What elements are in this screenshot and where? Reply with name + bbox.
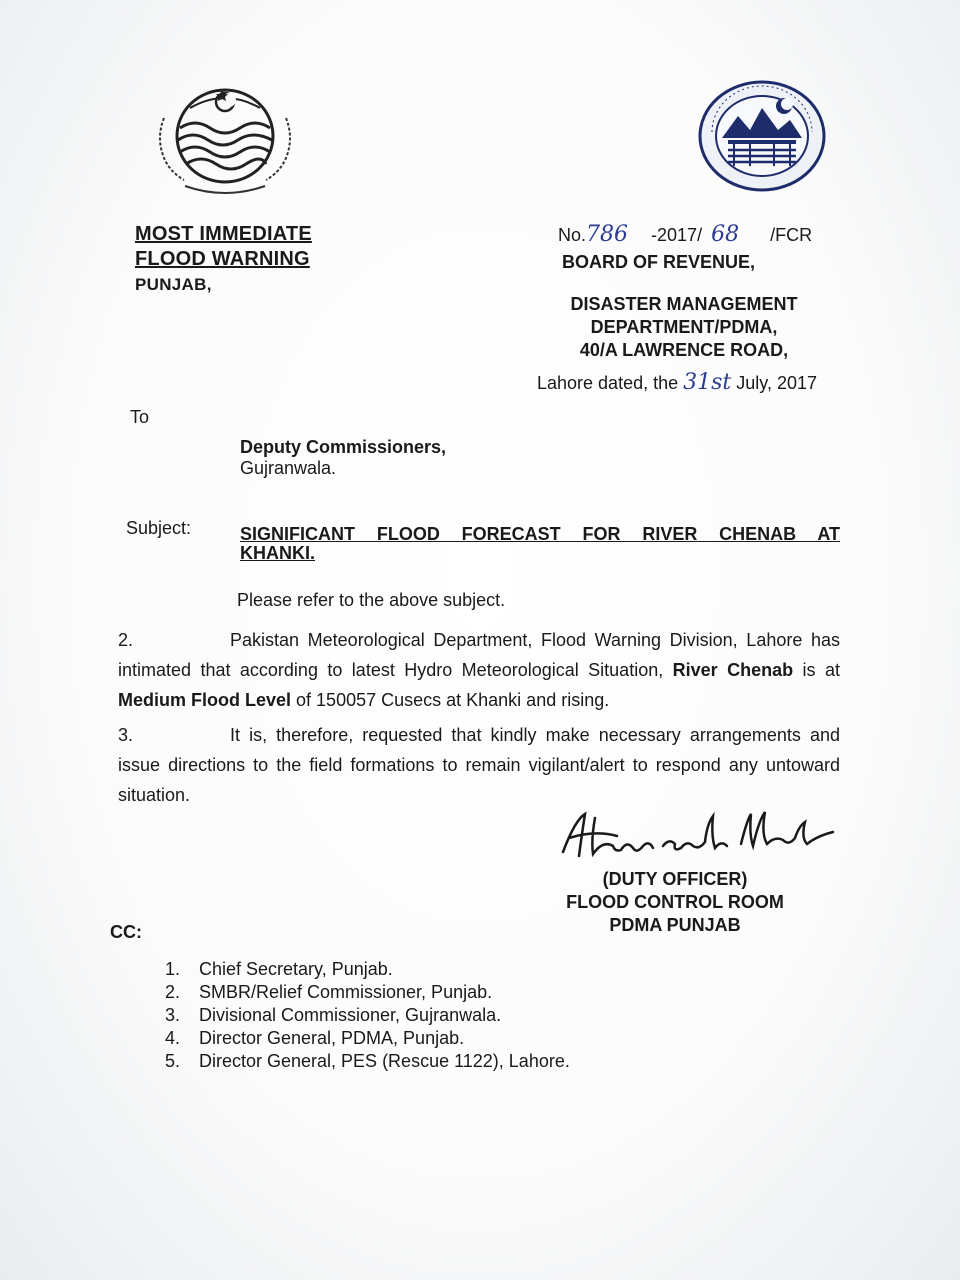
cc-item-number: 4.	[165, 1028, 181, 1048]
cc-item-text: SMBR/Relief Commissioner, Punjab.	[199, 982, 493, 1002]
cc-label: CC:	[110, 922, 142, 942]
reference-number	[558, 222, 812, 247]
paragraph-3-number: 3.	[118, 725, 134, 745]
dept-line-1: DISASTER MANAGEMENT	[570, 294, 798, 314]
cc-item	[165, 1003, 570, 1028]
cc-item-number: 5.	[165, 1051, 181, 1071]
letter-date	[537, 370, 817, 395]
river-name: River Chenab	[672, 660, 794, 680]
ref-year: -2017/	[651, 225, 703, 245]
cc-item-number: 3.	[165, 1005, 181, 1025]
to-label: To	[130, 407, 150, 427]
officer-title: (DUTY OFFICER)	[602, 869, 748, 889]
dept-address: 40/A LAWRENCE ROAD,	[579, 340, 789, 360]
department-address	[540, 293, 828, 362]
paragraph-2-text-a: Pakistan Meteorological Department, Flood Warning Division, Lahore has intimated that according to latest Hydro Meteorological Situation,	[118, 630, 840, 680]
paragraph-2-number: 2.	[118, 630, 134, 650]
board-name: BOARD OF REVENUE,	[562, 252, 756, 272]
paragraph-3	[118, 720, 840, 810]
officer-designation	[540, 868, 810, 937]
officer-department: PDMA PUNJAB	[609, 915, 741, 935]
cc-item-number: 1.	[165, 959, 181, 979]
cc-item	[165, 980, 570, 1005]
cc-item	[165, 1026, 570, 1051]
subject-text: SIGNIFICANT FLOOD FORECAST FOR RIVER CHENAB AT KHANKI.	[240, 524, 840, 563]
letter-header-left	[135, 222, 312, 297]
cc-item	[165, 957, 570, 982]
cc-list	[165, 957, 570, 1072]
cc-item	[165, 1049, 570, 1074]
punjab-government-emblem-icon	[150, 78, 300, 200]
region-heading: PUNJAB,	[135, 275, 212, 294]
ref-number-handwritten: 786	[586, 222, 629, 247]
ref-serial-handwritten: 68	[711, 222, 740, 247]
paragraph-1: Please refer to the above subject.	[237, 590, 506, 610]
cc-item-text: Director General, PES (Rescue 1122), Lahore.	[199, 1051, 570, 1071]
date-day-handwritten: 31st	[683, 370, 732, 395]
officer-office: FLOOD CONTROL ROOM	[566, 892, 784, 912]
recipient-location: Gujranwala.	[240, 458, 337, 478]
subject-label: Subject:	[126, 518, 192, 538]
priority-heading: MOST IMMEDIATE	[135, 223, 312, 245]
ref-prefix: No.	[558, 225, 587, 245]
cc-item-text: Divisional Commissioner, Gujranwala.	[199, 1005, 502, 1025]
date-suffix: July, 2017	[736, 373, 817, 393]
paragraph-2	[118, 625, 840, 715]
handwritten-signature	[555, 800, 855, 862]
cc-item-text: Chief Secretary, Punjab.	[199, 959, 393, 979]
flood-level: Medium Flood Level	[118, 690, 292, 710]
paragraph-3-text: It is, therefore, requested that kindly make necessary arrangements and issue directions to the field formations to remain vigilant/alert to respond any untoward situation.	[118, 725, 840, 805]
dept-line-2: DEPARTMENT/PDMA,	[590, 317, 778, 337]
pdma-seal-icon	[698, 80, 826, 192]
ref-suffix: /FCR	[770, 225, 813, 245]
warning-heading: FLOOD WARNING	[135, 248, 310, 270]
cc-item-text: Director General, PDMA, Punjab.	[199, 1028, 465, 1048]
paragraph-2-text-b: is at	[802, 660, 840, 680]
recipient-name: Deputy Commissioners,	[240, 437, 447, 457]
date-prefix: Lahore dated, the	[537, 373, 679, 393]
paragraph-2-text-c: of 150057 Cusecs at Khanki and rising.	[296, 690, 610, 710]
cc-item-number: 2.	[165, 982, 181, 1002]
